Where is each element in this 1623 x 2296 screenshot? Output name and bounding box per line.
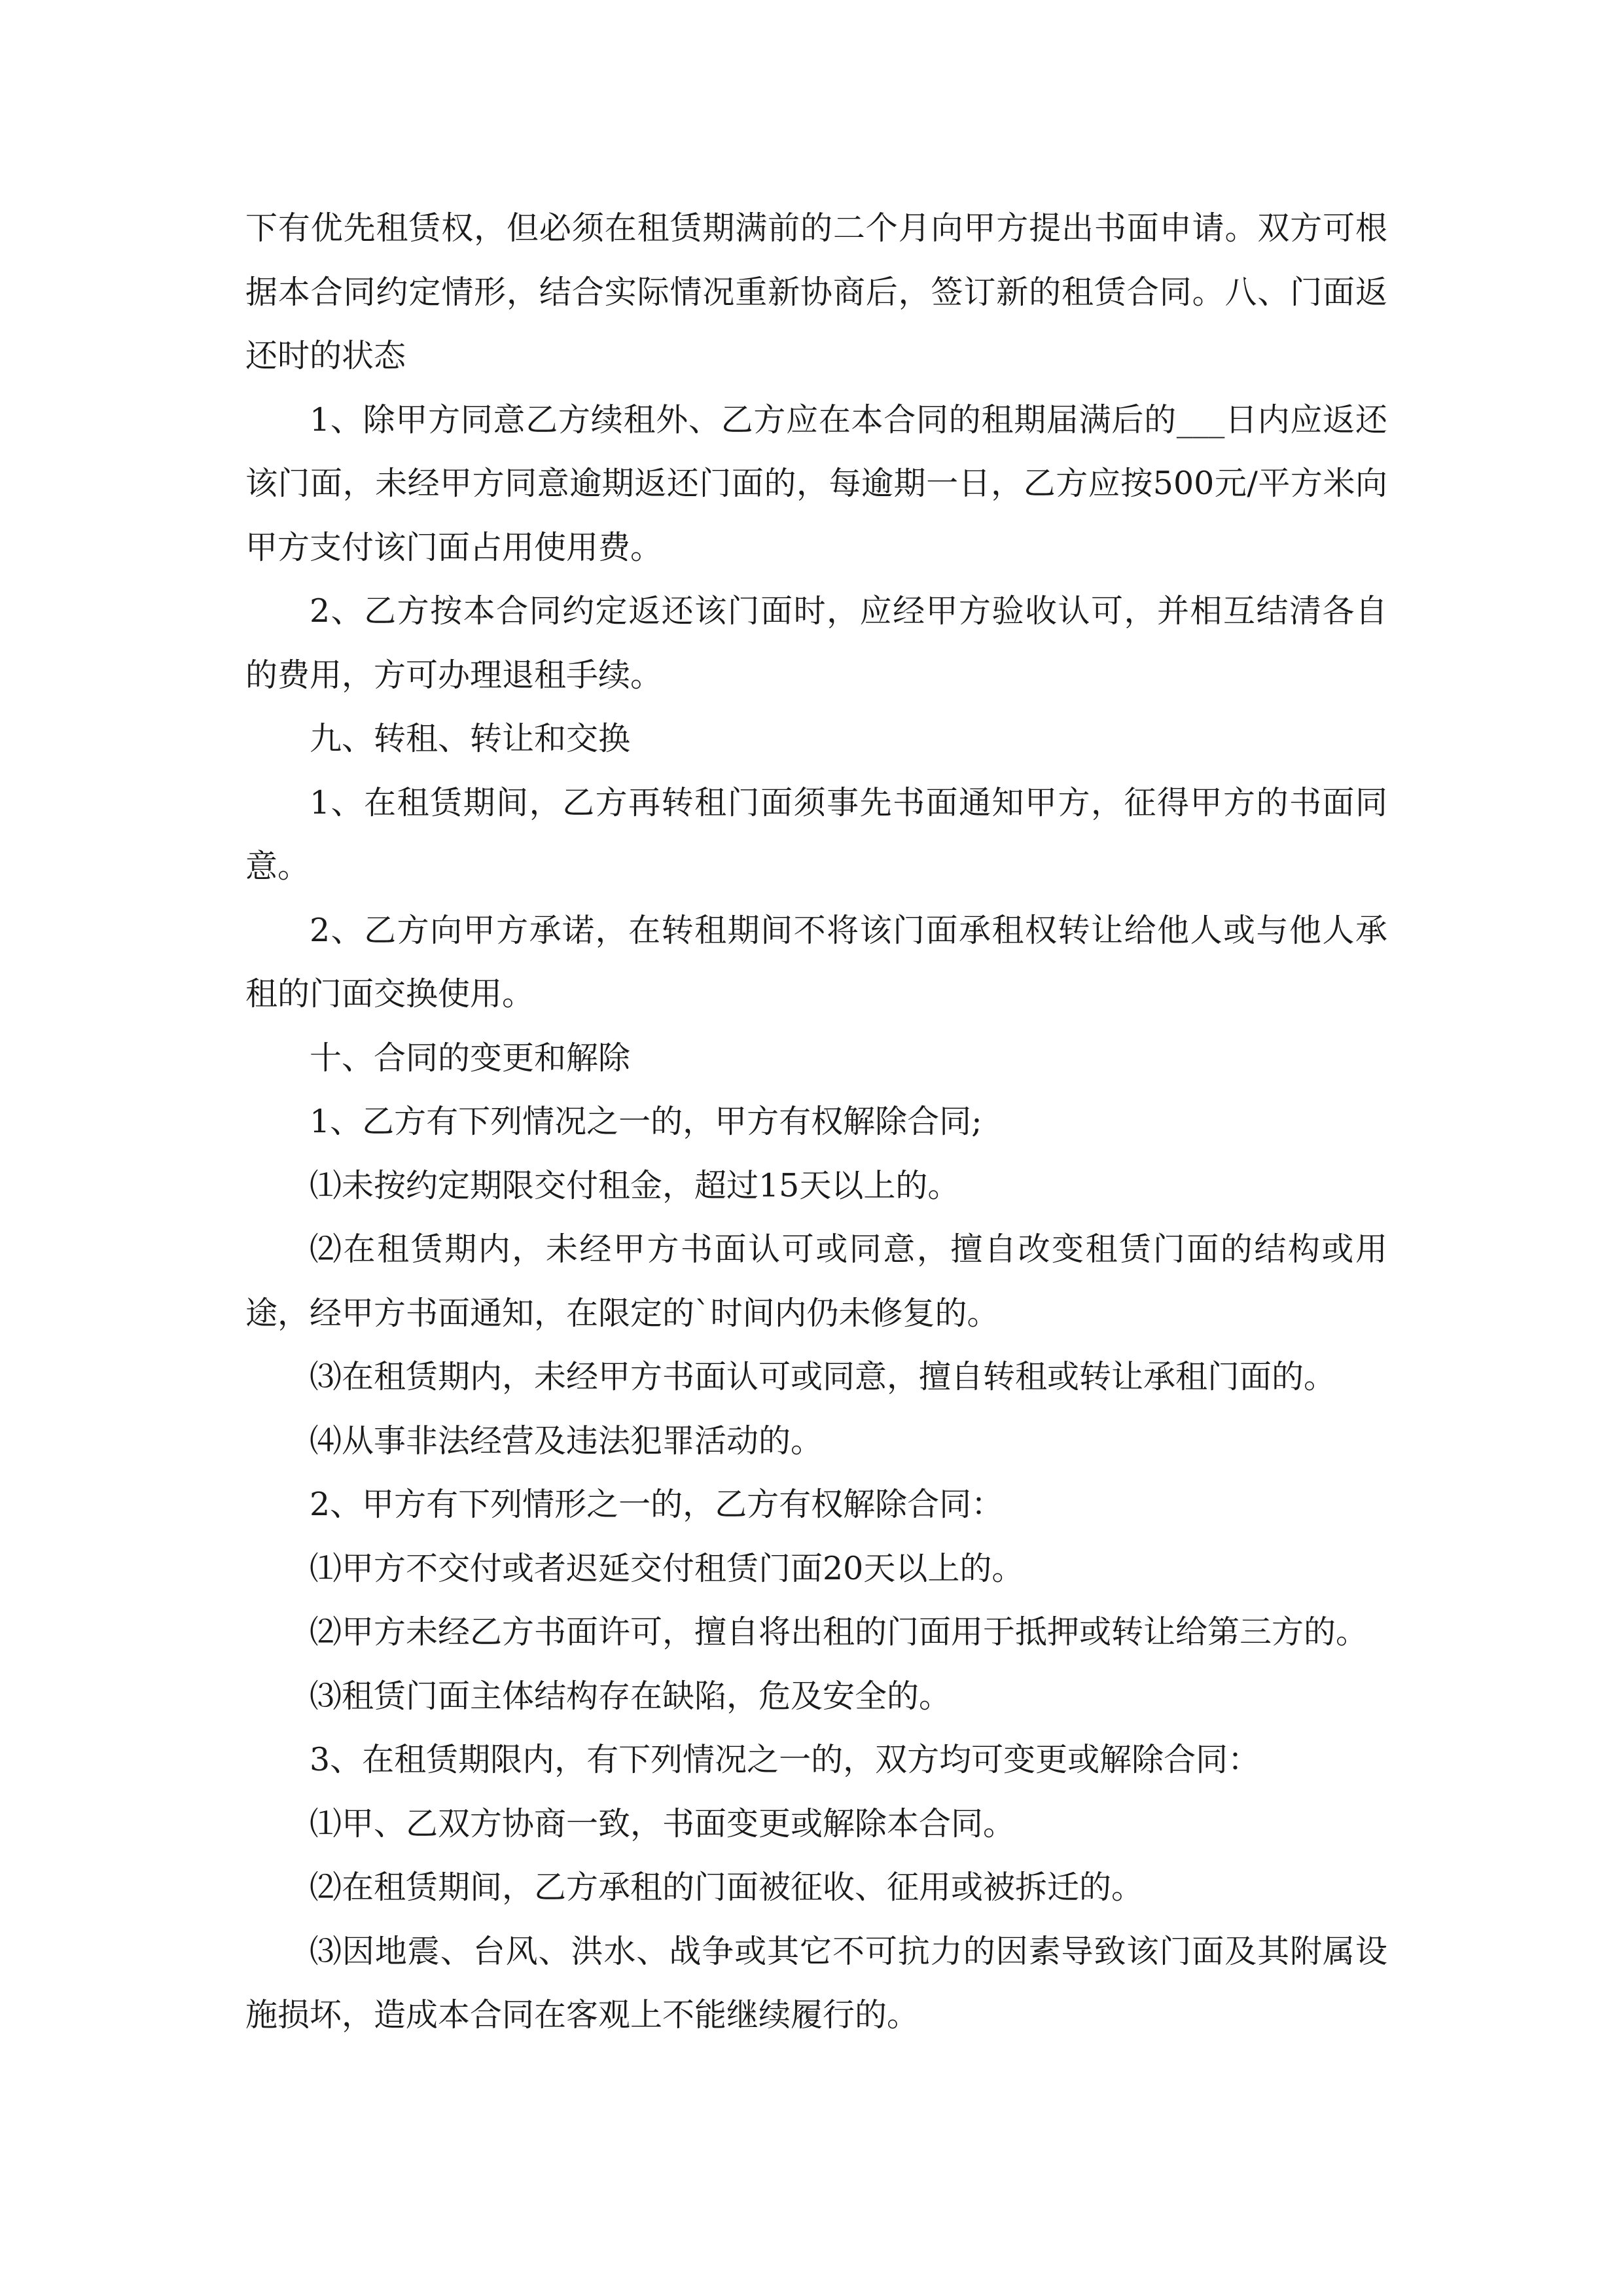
list-item: ⑴甲、乙双方协商一致，书面变更或解除本合同。 bbox=[310, 1804, 1016, 1842]
list-item: ⑵在租赁期间，乙方承租的门面被征收、征用或被拆迁的。 bbox=[310, 1869, 1144, 1906]
list-item: ⑴甲方不交付或者迟延交付租赁门面20天以上的。 bbox=[310, 1549, 1024, 1587]
paragraph: 3、在租赁期限内，有下列情况之一的，双方均可变更或解除合同： bbox=[310, 1741, 1260, 1778]
section-heading: 九、转租、转让和交换 bbox=[310, 720, 631, 757]
paragraph: 1、乙方有下列情况之一的，甲方有权解除合同; bbox=[310, 1103, 982, 1140]
list-item: ⑷从事非法经营及违法犯罪活动的。 bbox=[310, 1422, 823, 1460]
list-item: ⑴未按约定期限交付租金，超过15天以上的。 bbox=[310, 1166, 960, 1204]
list-item: ⑶租赁门面主体结构存在缺陷，危及安全的。 bbox=[310, 1677, 952, 1715]
paragraph: 2、乙方向甲方承诺，在转租期间不将该门面承租权转让给他人或与他人承租的门面交换使用。 bbox=[245, 911, 1387, 1013]
list-item: ⑵甲方未经乙方书面许可，擅自将出租的门面用于抵押或转让给第三方的。 bbox=[310, 1613, 1368, 1651]
document-body bbox=[245, 196, 1387, 2047]
list-item: ⑵在租赁期内，未经甲方书面认可或同意，擅自改变租赁门面的结构或用途，经甲方书面通知，在限定的`时间内仍未修复的。 bbox=[245, 1230, 1387, 1332]
list-item: ⑶因地震、台风、洪水、战争或其它不可抗力的因素导致该门面及其附属设施损坏，造成本合同在客观上不能继续履行的。 bbox=[245, 1932, 1387, 2034]
paragraph: 1、除甲方同意乙方续租外、乙方应在本合同的租期届满后的___日内应返还该门面，未经甲方同意逾期返还门面的，每逾期一日，乙方应按500元/平方米向甲方支付该门面占用使用费。 bbox=[245, 401, 1387, 566]
section-heading: 十、合同的变更和解除 bbox=[310, 1039, 631, 1077]
paragraph: 2、乙方按本合同约定返还该门面时，应经甲方验收认可，并相互结清各自的费用，方可办理退租手续。 bbox=[245, 592, 1387, 694]
paragraph: 2、甲方有下列情形之一的，乙方有权解除合同： bbox=[310, 1486, 1004, 1523]
list-item: ⑶在租赁期内，未经甲方书面认可或同意，擅自转租或转让承租门面的。 bbox=[310, 1358, 1336, 1395]
paragraph: 1、在租赁期间，乙方再转租门面须事先书面通知甲方，征得甲方的书面同意。 bbox=[245, 783, 1387, 885]
paragraph-continuation: 下有优先租赁权，但必须在租赁期满前的二个月向甲方提出书面申请。双方可根据本合同约定情形，结合实际情况重新协商后，签订新的租赁合同。八、门面返还时的状态 bbox=[245, 209, 1387, 374]
